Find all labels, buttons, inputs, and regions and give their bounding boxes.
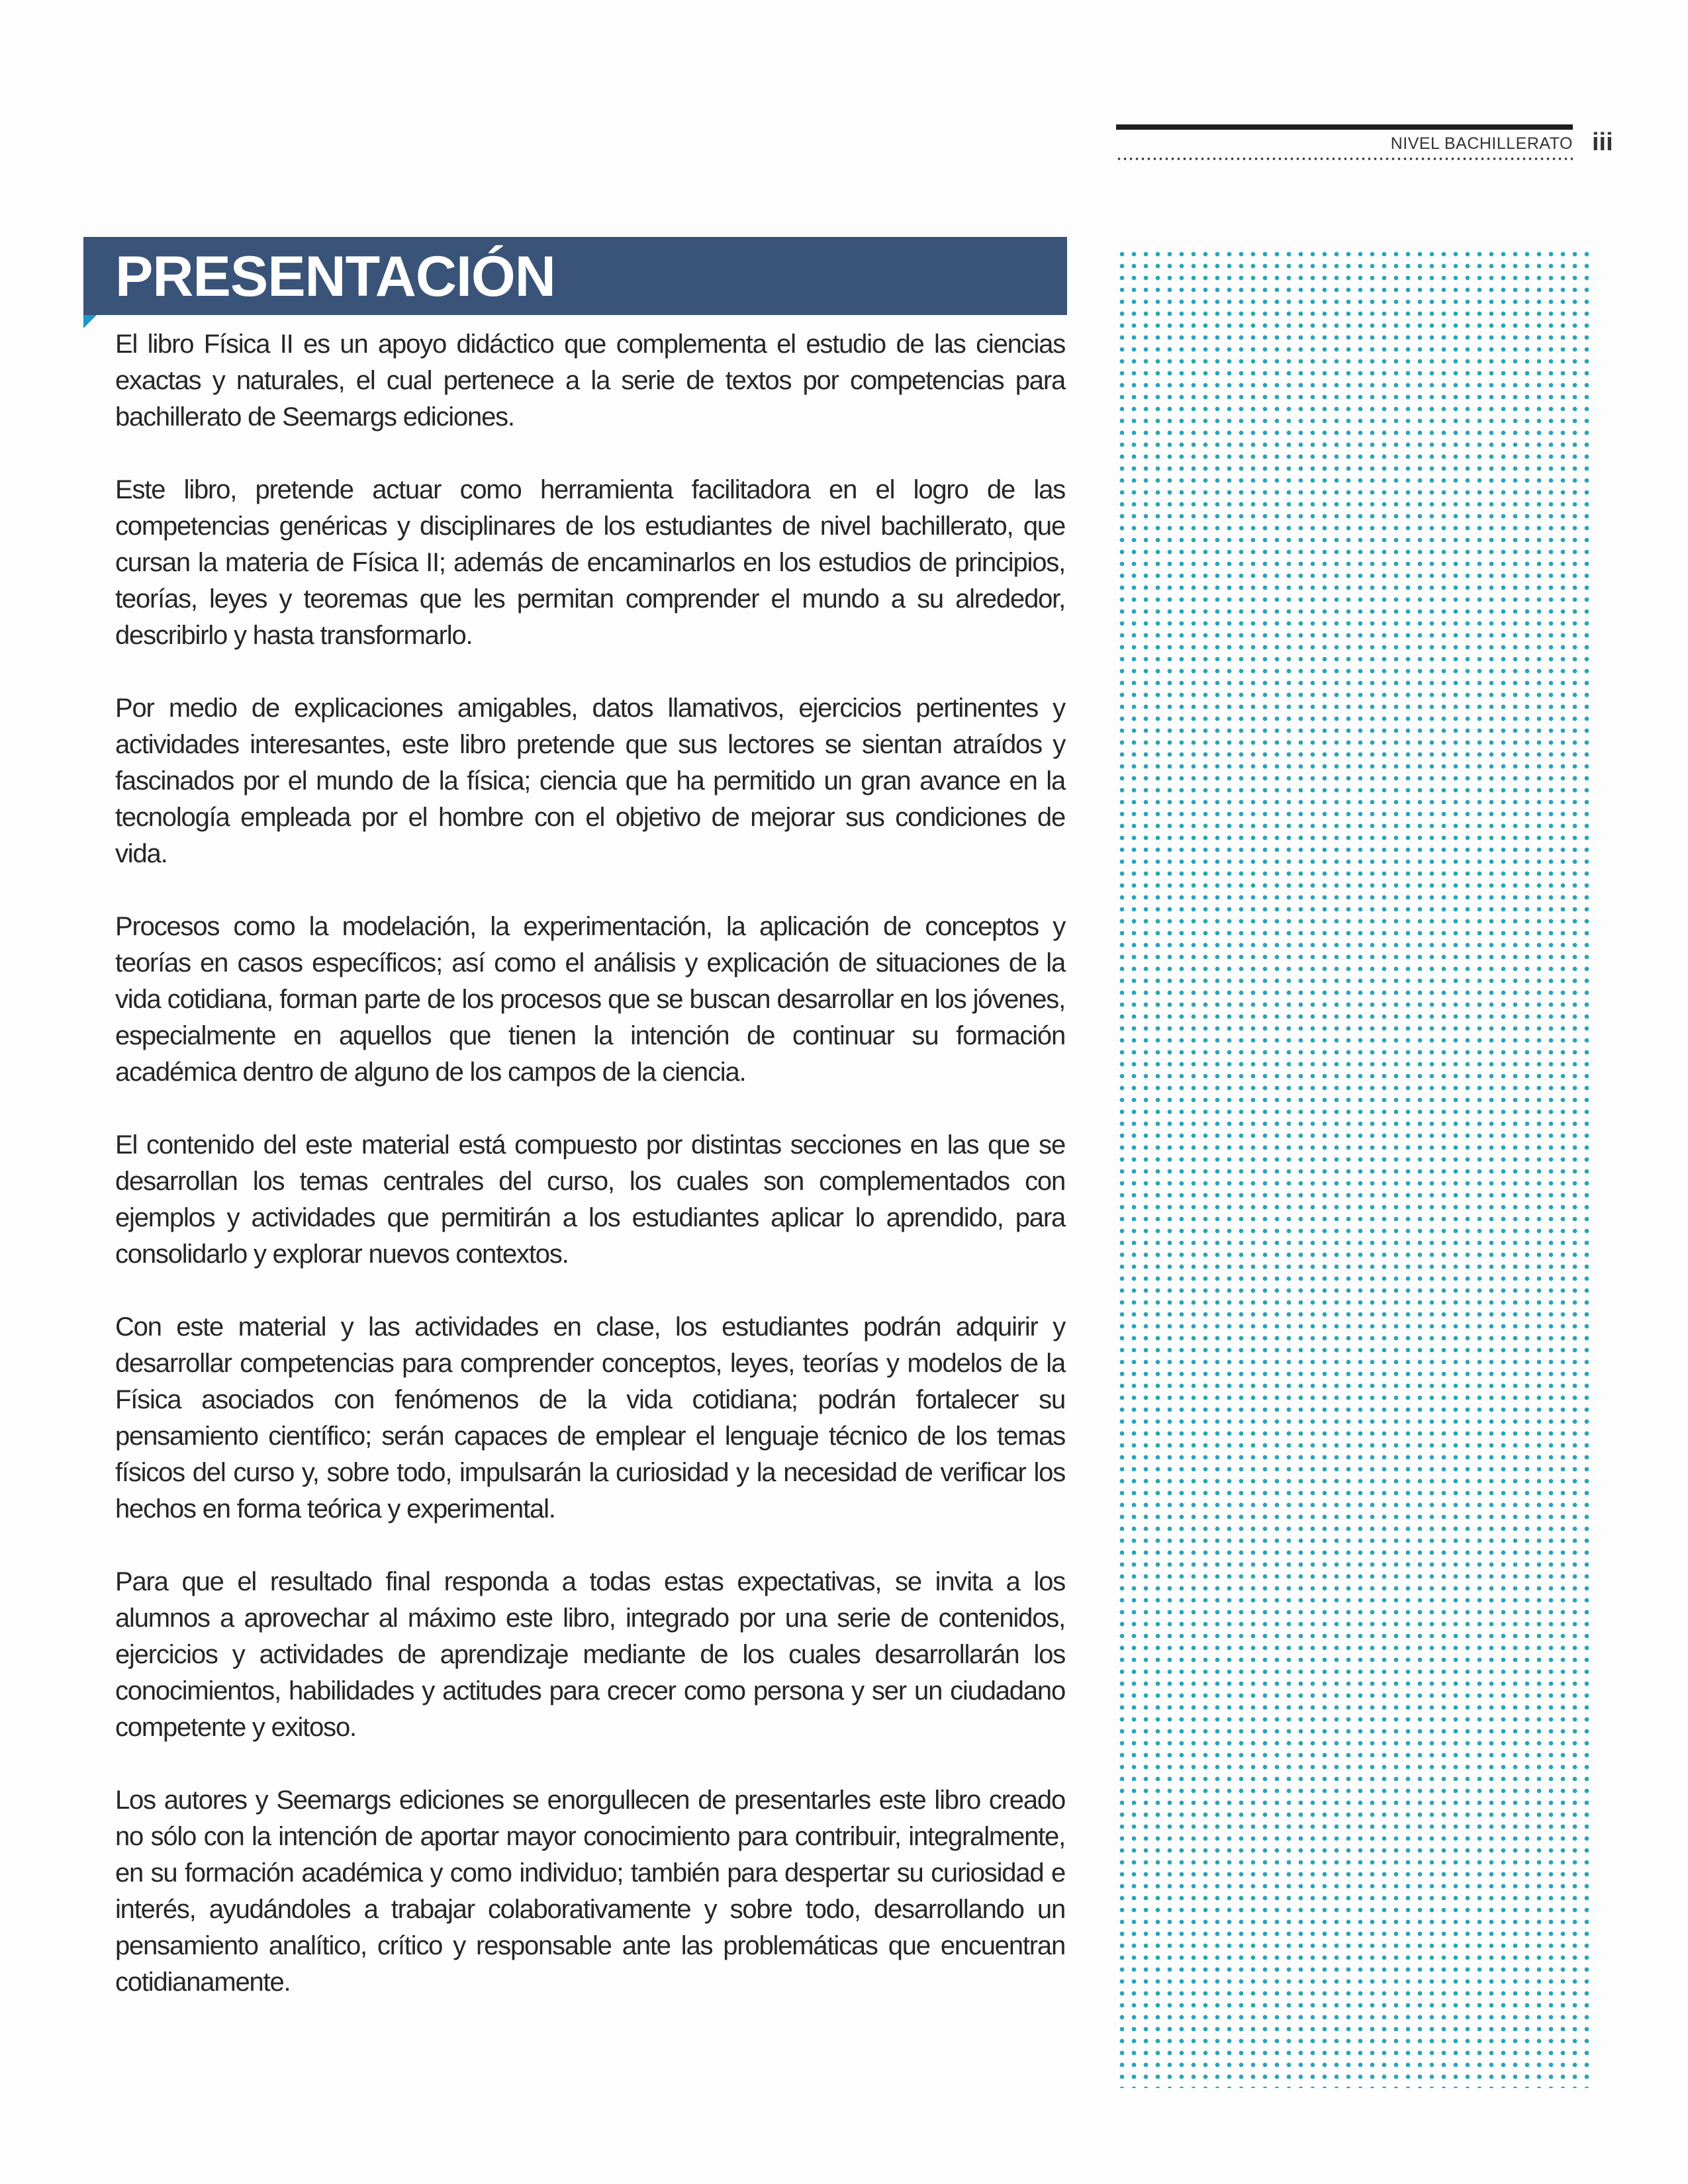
presentation-body xyxy=(115,326,1065,2037)
paragraph: Para que el resultado final responda a todas estas expectativas, se invita a los alumnos a aprovechar al máximo este libro, integrado por una serie de contenidos, ejercicios y actividades de aprendizaje mediante de los cuales desarrollarán los conocimientos, habilidades y actitudes para crecer como persona y ser un ciudadano competente y exitoso. xyxy=(115,1567,1065,1742)
decorative-dot-pattern xyxy=(1116,248,1593,2088)
paragraph: Los autores y Seemargs ediciones se enorgullecen de presentarles este libro creado no sólo con la intención de aportar mayor conocimiento para contribuir, integralmente, en su formación académica y como individuo; también para despertar su curiosidad e interés, ayudándoles a trabajar colaborativamente y sobre todo, desarrollando un pensamiento analítico, crítico y responsable ante las problemáticas que encuentran cotidianamente. xyxy=(115,1786,1065,1997)
page-number: iii xyxy=(1592,128,1613,156)
header-dotted-rule xyxy=(1116,158,1573,160)
paragraph: Con este material y las actividades en clase, los estudiantes podrán adquirir y desarrollar competencias para comprender conceptos, leyes, teorías y modelos de la Física asociados con fenómenos de la vida cotidiana; podrán fortalecer su pensamiento científico; serán capaces de emplear el lenguaje técnico de los temas físicos del curso y, sobre todo, impulsarán la curiosidad y la necesidad de verificar los hechos en forma teórica y experimental. xyxy=(115,1312,1065,1524)
paragraph: El libro Física II es un apoyo didáctico que complementa el estudio de las ciencias exactas y naturales, el cual pertenece a la serie de textos por competencias para bachillerato de Seemargs ediciones. xyxy=(115,330,1065,432)
paragraph: Este libro, pretende actuar como herramienta facilitadora en el logro de las competencias genéricas y disciplinares de los estudiantes de nivel bachillerato, que cursan la materia de Física II; además de encaminarlos en los estudios de principios, teorías, leyes y teoremas que les permitan comprender el mundo a su alrededor, describirlo y hasta transformarlo. xyxy=(115,475,1065,650)
header-rule xyxy=(1116,124,1573,130)
paragraph: Por medio de explicaciones amigables, datos llamativos, ejercicios pertinentes y actividades interesantes, este libro pretende que sus lectores se sientan atraídos y fascinados por el mundo de la física; ciencia que ha permitido un gran avance en la tecnología empleada por el hombre con el objetivo de mejorar sus condiciones de vida. xyxy=(115,694,1065,868)
title-banner xyxy=(83,237,1067,315)
page-title: PRESENTACIÓN xyxy=(115,245,555,308)
title-banner-accent xyxy=(83,315,97,328)
running-header-label: NIVEL BACHILLERATO xyxy=(1390,134,1573,153)
paragraph: El contenido del este material está compuesto por distintas secciones en las que se desarrollan los temas centrales del curso, los cuales son complementados con ejemplos y actividades que permitirán a los estudiantes aplicar lo aprendido, para consolidarlo y explorar nuevos contextos. xyxy=(115,1130,1065,1269)
paragraph: Procesos como la modelación, la experimentación, la aplicación de conceptos y teorías en casos específicos; así como el análisis y explicación de situaciones de la vida cotidiana, forman parte de los procesos que se buscan desarrollar en los jóvenes, especialmente en aquellos que tienen la intención de continuar su formación académica dentro de alguno de los campos de la ciencia. xyxy=(115,912,1065,1087)
